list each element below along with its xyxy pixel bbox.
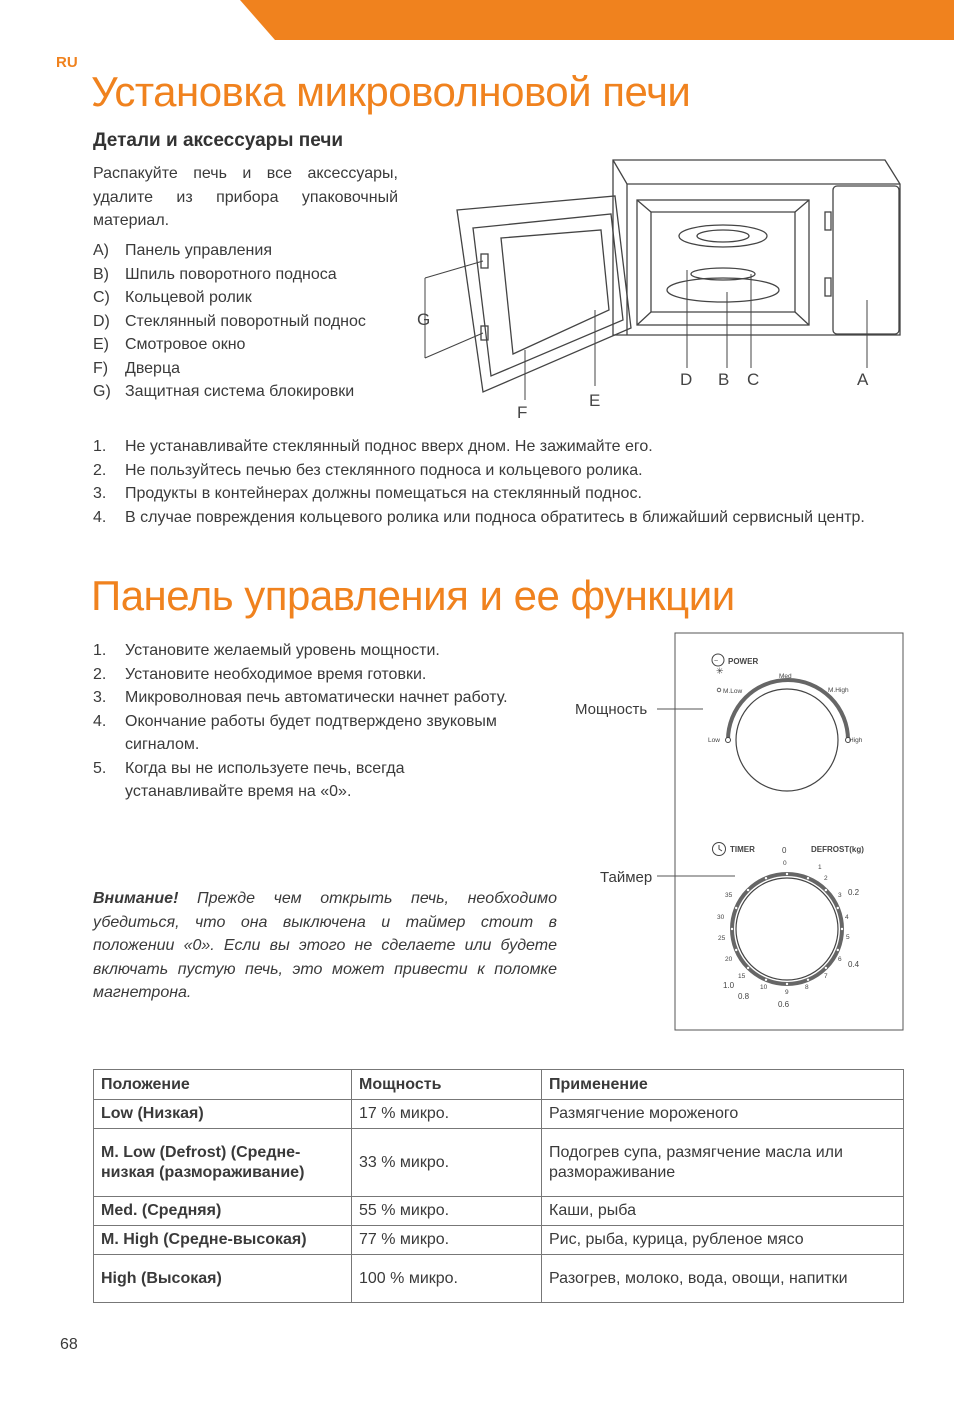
table-cell: 33 % микро.: [352, 1129, 542, 1197]
label-a: A: [857, 370, 869, 389]
table-header-row: [94, 1070, 904, 1100]
timer-number: 6: [838, 956, 842, 963]
svg-text:~: ~: [714, 658, 719, 665]
label-d: D: [680, 370, 693, 389]
list-item: 2. Установите необходимое время готовки.: [93, 665, 427, 683]
timer-tick: [841, 928, 843, 930]
timer-tick: [735, 949, 737, 951]
table-cell: 77 % микро.: [352, 1226, 542, 1255]
list-item: E) Смотровое окно: [93, 336, 246, 353]
section1-title: Установка микроволновой печи: [91, 68, 691, 115]
table-cell: 17 % микро.: [352, 1100, 542, 1129]
table-cell: Размягчение мороженого: [542, 1100, 904, 1129]
table-cell: Разогрев, молоко, вода, овощи, напитки: [542, 1255, 904, 1303]
list-item: 2. Не пользуйтесь печью без стеклянного подноса и кольцевого ролика.: [93, 461, 643, 479]
table-cell: High (Высокая): [94, 1255, 352, 1303]
column-header: Мощность: [352, 1070, 542, 1100]
timer-number: 3: [838, 892, 842, 899]
defrost-mark: 0.8: [738, 992, 750, 1001]
timer-tick: [731, 928, 733, 930]
power-knob[interactable]: [736, 689, 838, 791]
list-item: 3. Микроволновая печь автоматически начнет работу.: [93, 689, 508, 706]
list-item: G) Защитная система блокировки: [93, 383, 355, 400]
section1-subtitle: Детали и аксессуары печи: [93, 130, 344, 151]
timer-tick: [807, 979, 809, 981]
timer-tick: [765, 877, 767, 879]
timer-number: 8: [805, 984, 809, 991]
table-cell: M. High (Средне-высокая): [94, 1226, 352, 1255]
warning-note: Внимание! Прежде чем открыть печь, необходимо убедиться, что она выключена и таймер стоит в положении «0». Если вы этого не сделаете или будете включать пустую печь, это может привести к поломке магнетрона.: [93, 890, 557, 1001]
timer-number: 30: [717, 914, 725, 921]
timer-number: 35: [725, 892, 733, 899]
power-mark-high: High: [849, 737, 863, 744]
power-mark-mlow: M.Low: [723, 688, 743, 695]
power-levels-table: [93, 1069, 904, 1303]
power-mark-mhigh: M.High: [828, 687, 849, 694]
timer-number: 20: [725, 956, 733, 963]
list-item: 1. Не устанавливайте стеклянный поднос вверх дном. Не зажимайте его.: [93, 438, 653, 455]
timer-number: 5: [846, 934, 850, 941]
timer-number-0: 0: [782, 846, 787, 855]
timer-number: 2: [824, 875, 828, 882]
list-item: 1. Установите желаемый уровень мощности.: [93, 642, 440, 659]
table-cell: Подогрев супа, размягчение масла или размораживание: [542, 1129, 904, 1197]
timer-number: 7: [824, 973, 828, 980]
language-badge: RU: [56, 54, 78, 71]
timer-tick: [825, 889, 827, 891]
power-title: POWER: [728, 657, 759, 666]
column-header: Положение: [94, 1070, 352, 1100]
timer-number-0: 0: [783, 860, 787, 867]
label-b: B: [718, 370, 730, 389]
table-cell: Рис, рыба, курица, рубленое мясо: [542, 1226, 904, 1255]
parts-list: [93, 239, 413, 404]
table-cell: Med. (Средняя): [94, 1197, 352, 1226]
timer-number: 25: [718, 935, 726, 942]
table-row: [94, 1197, 904, 1226]
timer-number: 15: [738, 973, 746, 980]
timer-title: TIMER: [730, 845, 755, 854]
power-mark-low: Low: [708, 737, 720, 744]
table-cell: M. Low (Defrost) (Средне-низкая (размораживание): [94, 1129, 352, 1197]
defrost-mark: 1.0: [723, 981, 735, 990]
list-item: 4. Окончание работы будет подтверждено звуковым сигналом.: [93, 712, 497, 753]
timer-tick: [735, 907, 737, 909]
notes-list: [93, 435, 904, 529]
list-item: B) Шпиль поворотного подноса: [93, 265, 337, 283]
timer-number: 10: [760, 984, 768, 991]
timer-pointer-label: Таймер: [600, 869, 653, 886]
label-f: F: [517, 403, 528, 422]
timer-number: 1: [818, 864, 822, 871]
list-item: C) Кольцевой ролик: [93, 289, 252, 306]
table-cell: 100 % микро.: [352, 1255, 542, 1303]
section1-intro: Распакуйте печь и все аксессуары, удалите из прибора упаковочный материал.: [93, 165, 398, 229]
defrost-title: DEFROST(kg): [811, 845, 864, 854]
table-row: [94, 1129, 904, 1197]
label-e: E: [589, 391, 601, 410]
timer-tick: [786, 983, 788, 985]
control-panel-drawing: [655, 632, 907, 1032]
timer-tick: [825, 967, 827, 969]
power-pointer-label: Мощность: [575, 701, 648, 718]
microwave-diagram: [405, 150, 915, 430]
timer-knob[interactable]: [736, 878, 838, 980]
table-row: [94, 1100, 904, 1129]
timer-tick: [747, 967, 749, 969]
label-g: G: [417, 310, 431, 329]
defrost-mark: 0.2: [848, 888, 860, 897]
table-row: [94, 1226, 904, 1255]
column-header: Применение: [542, 1070, 904, 1100]
timer-tick: [747, 889, 749, 891]
list-item: A) Панель управления: [93, 242, 272, 259]
timer-tick: [837, 949, 839, 951]
list-item: 3. Продукты в контейнерах должны помещаться на стеклянный поднос.: [93, 485, 642, 502]
list-item: 5. Когда вы не используете печь, всегда устанавливайте время на «0».: [93, 759, 405, 800]
defrost-mark: 0.6: [778, 1000, 790, 1009]
list-item: F) Дверца: [93, 359, 181, 377]
timer-tick: [807, 877, 809, 879]
section2-title: Панель управления и ее функции: [91, 572, 735, 619]
header-banner: [0, 0, 954, 40]
page-number: 68: [60, 1336, 78, 1353]
power-mark-med: Med: [779, 673, 792, 680]
steps-list: [93, 639, 533, 804]
timer-tick: [837, 907, 839, 909]
timer-tick: [765, 979, 767, 981]
defrost-mark: 0.4: [848, 960, 860, 969]
timer-number: 9: [785, 989, 789, 996]
timer-number: 4: [845, 914, 849, 921]
list-item: 4. В случае повреждения кольцевого ролика или подноса обратитесь в ближайший сервисный центр.: [93, 508, 865, 526]
table-cell: Low (Низкая): [94, 1100, 352, 1129]
table-cell: 55 % микро.: [352, 1197, 542, 1226]
table-row: [94, 1255, 904, 1303]
timer-tick: [786, 873, 788, 875]
label-c: C: [747, 370, 760, 389]
defrost-snowflake-icon: ✳: [716, 666, 724, 676]
table-cell: Каши, рыба: [542, 1197, 904, 1226]
list-item: D) Стеклянный поворотный поднос: [93, 312, 366, 330]
